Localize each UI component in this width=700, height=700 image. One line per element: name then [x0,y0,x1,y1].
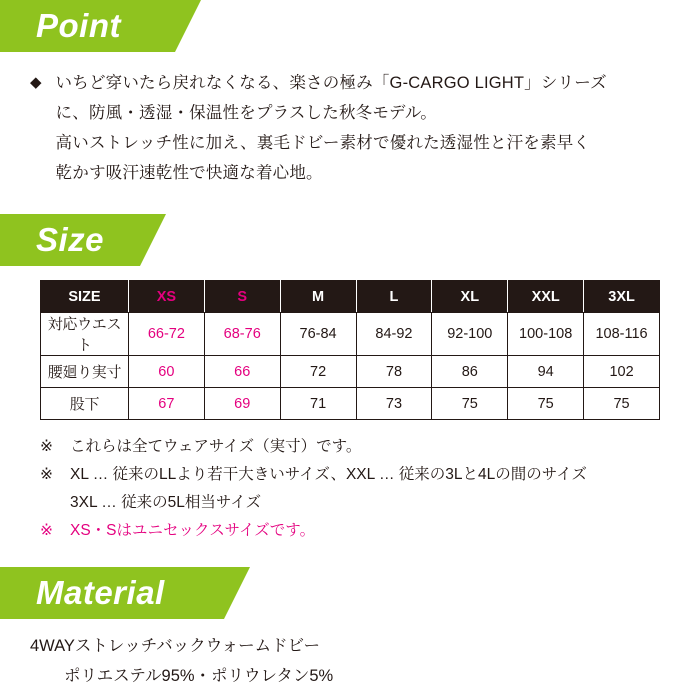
point-bullet-row [30,68,670,188]
size-section-banner [0,214,700,266]
table-column-header: 3XL [584,281,660,313]
point-section-banner [0,0,700,52]
table-cell: 73 [356,388,432,420]
material-section-banner [0,567,700,619]
size-table [40,280,660,420]
point-line: 乾かす吸汗速乾性で快適な着心地。 [55,164,323,182]
note-line: XL … 従来のLLより若干大きいサイズ、XXL … 従来の3Lと4Lの間のサイズ [70,466,588,483]
table-cell: 75 [508,388,584,420]
table-cell: 92-100 [432,313,508,356]
table-column-header: S [204,281,280,313]
diamond-bullet-icon: ◆ [30,74,42,91]
note-body [70,433,660,461]
table-column-header: SIZE [41,281,129,313]
point-text [56,68,607,188]
table-cell: 68-76 [204,313,280,356]
point-heading: Point [36,7,121,44]
table-column-header: XXL [508,281,584,313]
table-column-header: XL [432,281,508,313]
table-row-label: 腰廻り実寸 [41,356,129,388]
point-body [0,52,700,188]
note-line: XS・Sはユニセックスサイズです。 [70,522,316,539]
table-cell: 69 [204,388,280,420]
table-cell: 84-92 [356,313,432,356]
note-line: これらは全てウェアサイズ（実寸）です。 [70,438,362,455]
table-row-label: 対応ウエスト [41,313,129,356]
table-cell: 66-72 [128,313,204,356]
table-cell: 108-116 [584,313,660,356]
point-line: 高いストレッチ性に加え、裏毛ドビー素材で優れた透湿性と汗を素早く [55,134,591,152]
table-cell: 71 [280,388,356,420]
table-cell: 94 [508,356,584,388]
point-line: に、防風・透湿・保温性をプラスした秋冬モデル。 [55,104,438,122]
note-body [70,461,660,517]
size-notes [0,420,700,545]
material-line-1: 4WAYストレッチバックウォームドビー [30,637,320,655]
note-line: 3XL … 従来の5L相当サイズ [70,494,262,511]
note-mark: ※ [40,438,53,455]
table-row [41,313,660,356]
table-cell: 102 [584,356,660,388]
table-column-header: XS [128,281,204,313]
table-cell: 78 [356,356,432,388]
table-cell: 86 [432,356,508,388]
material-body [0,619,700,691]
table-header-row [41,281,660,313]
note-item-highlight [40,517,660,545]
note-body [70,517,660,545]
spacer [0,545,700,567]
table-cell: 67 [128,388,204,420]
material-heading: Material [36,574,165,611]
note-item [40,433,660,461]
spacer [0,188,700,214]
table-row-label: 股下 [41,388,129,420]
table-cell: 60 [128,356,204,388]
size-table-wrapper [0,266,700,420]
table-column-header: M [280,281,356,313]
point-line: いちど穿いたら戻れなくなる、楽さの極み「G-CARGO LIGHT」シリーズ [55,74,607,92]
size-heading: Size [36,221,105,258]
note-item [40,461,660,517]
table-column-header: L [356,281,432,313]
note-mark: ※ [40,466,53,483]
table-cell: 76-84 [280,313,356,356]
note-mark: ※ [40,522,53,539]
table-row [41,388,660,420]
table-cell: 72 [280,356,356,388]
table-cell: 66 [204,356,280,388]
table-cell: 100-108 [508,313,584,356]
table-row [41,356,660,388]
table-cell: 75 [432,388,508,420]
material-line-2: ポリエステル95%・ポリウレタン5% [64,667,334,685]
table-cell: 75 [584,388,660,420]
